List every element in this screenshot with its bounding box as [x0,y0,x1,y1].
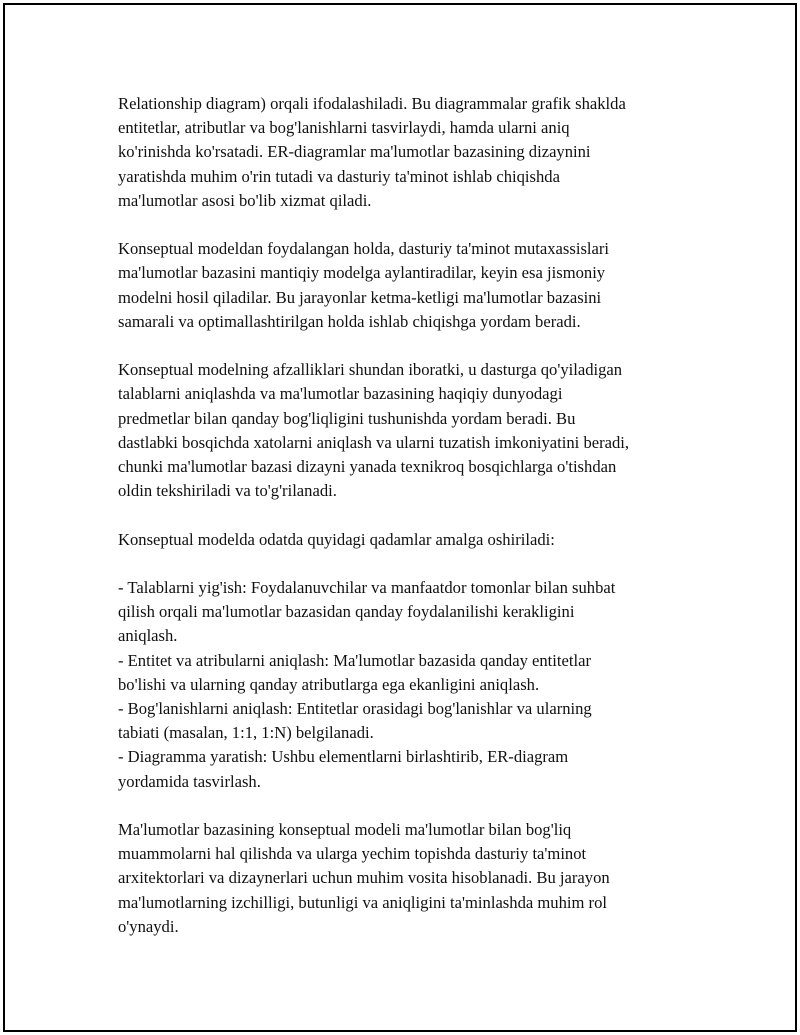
list-item: - Entitet va atribularni aniqlash: Ma'lumotlar bazasida qanday entitetlar [118,650,591,670]
text-line: ma'lumotlarning izchilligi, butunligi va aniqligini ta'minlashda muhim rol [118,892,607,912]
text-line: o'ynaydi. [118,916,179,936]
text-line: Ma'lumotlar bazasining konseptual modeli ma'lumotlar bilan bog'liq [118,820,572,840]
text-line: Konseptual modelning afzalliklari shundan iboratki, u dasturga qo'yiladigan [118,360,623,380]
text-line: ma'lumotlar asosi bo'lib xizmat qiladi. [118,190,372,210]
paragraph-gap [118,503,708,527]
list-item: - Bog'lanishlarni aniqlash: Entitetlar orasidagi bog'lanishlar va ularning [118,699,592,719]
paragraph-gap [118,794,708,818]
text-line: entitetlar, atributlar va bog'lanishlarni tasvirlaydi, hamda ularni aniq [118,118,570,138]
text-line: arxitektorlari va dizaynerlari uchun muhim vosita hisoblanadi. Bu jarayon [118,868,610,888]
document-body [118,92,708,939]
paragraph-gap [118,552,708,576]
text-line: ko'rinishda ko'rsatadi. ER-diagramlar ma'lumotlar bazasining dizaynini [118,142,591,162]
text-line: bo'lishi va ularning qanday atributlarga ega ekanligini aniqlash. [118,674,540,694]
text-line: ma'lumotlar bazasini mantiqiy modelga aylantiradilar, keyin esa jismoniy [118,263,606,283]
paragraph-gap [118,334,708,358]
text-line: modelni hosil qiladilar. Bu jarayonlar ketma-ketligi ma'lumotlar bazasini [118,287,602,307]
list-item: - Talablarni yig'ish: Foydalanuvchilar va manfaatdor tomonlar bilan suhbat [118,578,616,597]
text-line: chunki ma'lumotlar bazasi dizayni yanada texnikroq bosqichlarga o'tishdan [118,457,617,477]
text-line: oldin tekshiriladi va to'g'rilanadi. [118,481,337,501]
text-line: Konseptual modelda odatda quyidagi qadamlar amalga oshiriladi: [118,529,555,549]
text-line: aniqlash. [118,626,178,646]
text-line: yaratishda muhim o'rin tutadi va dasturiy ta'minot ishlab chiqishda [118,166,560,186]
text-line: Konseptual modeldan foydalangan holda, dasturiy ta'minot mutaxassislari [118,239,610,259]
text-line: qilish orqali ma'lumotlar bazasidan qanday foydalanilishi kerakligini [118,602,575,622]
text-line: muammolarni hal qilishda va ularga yechim topishda dasturiy ta'minot [118,844,587,864]
text-line: dastlabki bosqichda xatolarni aniqlash va ularni tuzatish imkoniyatini beradi, [118,432,630,452]
text-line: tabiati (masalan, 1:1, 1:N) belgilanadi. [118,723,374,743]
text-line: Relationship diagram) orqali ifodalashiladi. Bu diagrammalar grafik shaklda [118,94,626,113]
text-line: yordamida tasvirlash. [118,771,261,791]
text-line: samarali va optimallashtirilgan holda ishlab chiqishga yordam beradi. [118,311,581,331]
list-item: - Diagramma yaratish: Ushbu elementlarni birlashtirib, ER-diagram [118,747,569,767]
text-line: talablarni aniqlashda va ma'lumotlar bazasining haqiqiy dunyodagi [118,384,563,404]
text-line: predmetlar bilan qanday bog'liqligini tushunishda yordam beradi. Bu [118,408,576,428]
paragraph-gap [118,213,708,237]
